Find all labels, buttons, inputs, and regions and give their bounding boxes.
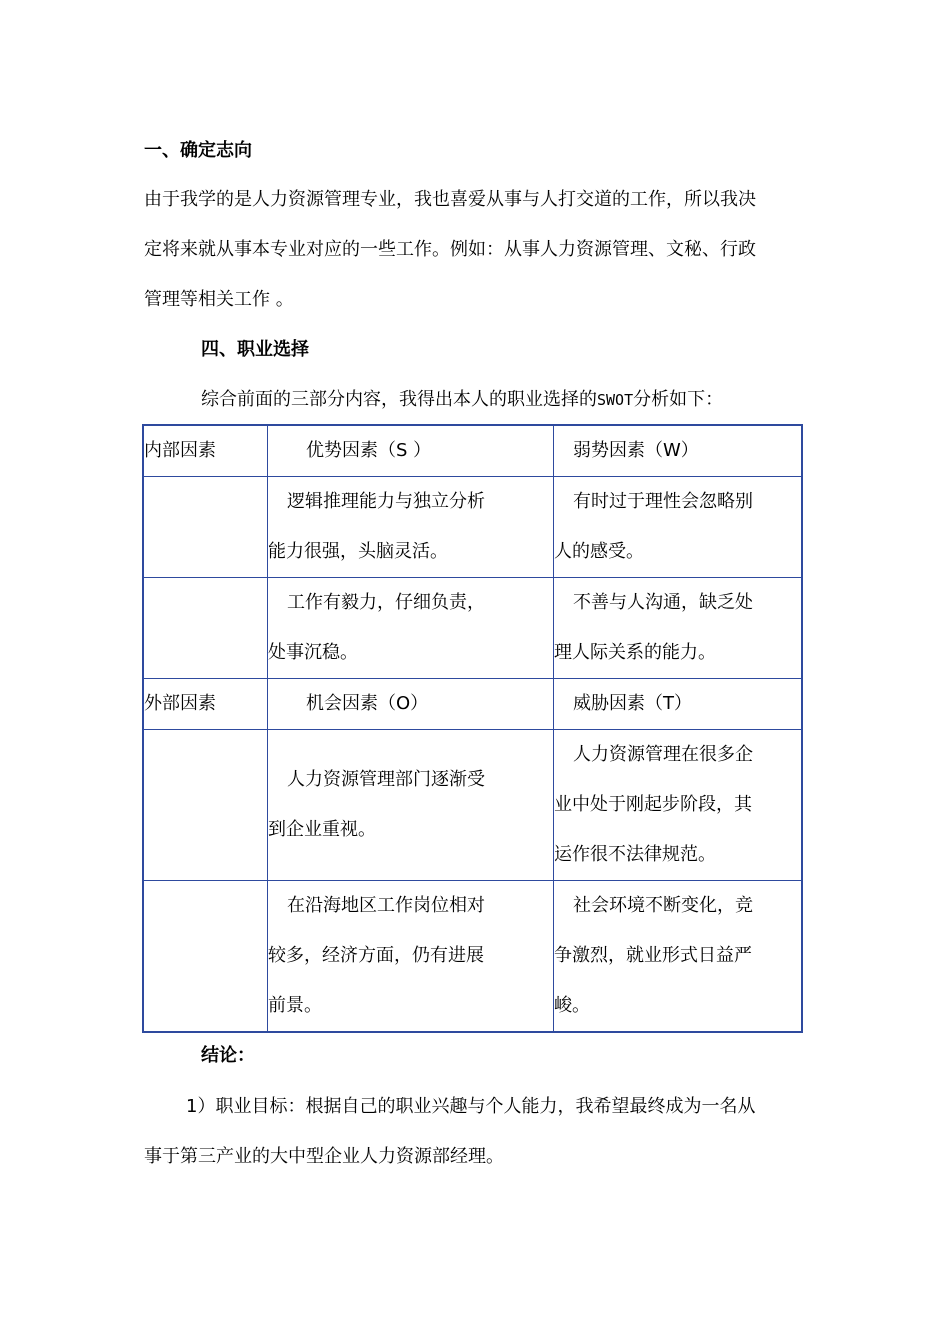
threat-cell-1 <box>554 730 803 881</box>
opportunity-2-line-3: 前景。 <box>268 995 322 1016</box>
opportunity-1-line-1: 人力资源管理部门逐渐受 <box>287 769 485 790</box>
weakness-2-line-1: 不善与人沟通，缺乏处 <box>573 592 753 613</box>
opportunity-2-line-1: 在沿海地区工作岗位相对 <box>287 895 485 916</box>
opportunity-header: 机会因素（O） <box>268 679 554 730</box>
empty-cell <box>143 881 268 1033</box>
conclusion-line-2: 事于第三产业的大中型企业人力资源部经理。 <box>144 1146 504 1167</box>
threat-1-line-2: 业中处于刚起步阶段，其 <box>554 794 752 815</box>
strength-cell-2 <box>268 578 554 679</box>
heading-career-choice: 四、职业选择 <box>201 339 309 360</box>
strength-cell-1 <box>268 477 554 578</box>
strength-1-line-1: 逻辑推理能力与独立分析 <box>287 491 485 512</box>
strength-header: 优势因素（S ） <box>268 425 554 477</box>
conclusion-label: 结论： <box>201 1045 255 1066</box>
opportunity-cell-1 <box>268 730 554 881</box>
empty-cell <box>143 730 268 881</box>
conclusion-line-1: 1）职业目标：根据自己的职业兴趣与个人能力，我希望最终成为一名从 <box>186 1096 756 1117</box>
heading-determine-aspiration: 一、确定志向 <box>144 140 252 161</box>
opportunity-2-line-2: 较多，经济方面，仍有进展 <box>268 945 484 966</box>
external-factors-label: 外部因素 <box>143 679 268 730</box>
weakness-2-line-2: 理人际关系的能力。 <box>554 642 716 663</box>
swot-intro-text: 综合前面的三部分内容，我得出本人的职业选择的 <box>201 389 597 410</box>
opportunity-cell-2 <box>268 881 554 1033</box>
weakness-cell-2 <box>554 578 803 679</box>
swot-intro-tail: 分析如下： <box>633 389 724 410</box>
weakness-1-line-2: 人的感受。 <box>554 541 644 562</box>
weakness-header: 弱势因素（W） <box>554 425 803 477</box>
swot-table <box>142 424 803 1033</box>
paragraph-line-1: 由于我学的是人力资源管理专业，我也喜爱从事与人打交道的工作，所以我决 <box>144 189 756 210</box>
table-row <box>143 679 802 730</box>
table-row <box>143 425 802 477</box>
threat-1-line-3: 运作很不法律规范。 <box>554 844 716 865</box>
swot-code: SWOT <box>597 391 634 409</box>
table-row <box>143 730 802 881</box>
weakness-1-line-1: 有时过于理性会忽略别 <box>573 491 753 512</box>
empty-cell <box>143 477 268 578</box>
table-row <box>143 477 802 578</box>
table-row <box>143 578 802 679</box>
threat-header: 威胁因素（T） <box>554 679 803 730</box>
empty-cell <box>143 578 268 679</box>
threat-cell-2 <box>554 881 803 1033</box>
opportunity-1-wrap <box>268 730 553 855</box>
threat-2-line-3: 峻。 <box>554 995 590 1016</box>
table-row <box>143 881 802 1033</box>
threat-1-line-1: 人力资源管理在很多企 <box>573 744 753 765</box>
opportunity-1-line-2: 到企业重视。 <box>268 819 376 840</box>
paragraph-line-3: 管理等相关工作 。 <box>144 289 294 310</box>
internal-factors-label: 内部因素 <box>143 425 268 477</box>
swot-intro <box>201 388 723 412</box>
strength-2-line-1: 工作有毅力，仔细负责， <box>287 592 485 613</box>
paragraph-line-2: 定将来就从事本专业对应的一些工作。例如：从事人力资源管理、文秘、行政 <box>144 239 756 260</box>
threat-2-line-1: 社会环境不断变化，竞 <box>573 895 753 916</box>
threat-2-line-2: 争激烈，就业形式日益严 <box>554 945 752 966</box>
weakness-cell-1 <box>554 477 803 578</box>
strength-1-line-2: 能力很强，头脑灵活。 <box>268 541 448 562</box>
strength-2-line-2: 处事沉稳。 <box>268 642 358 663</box>
